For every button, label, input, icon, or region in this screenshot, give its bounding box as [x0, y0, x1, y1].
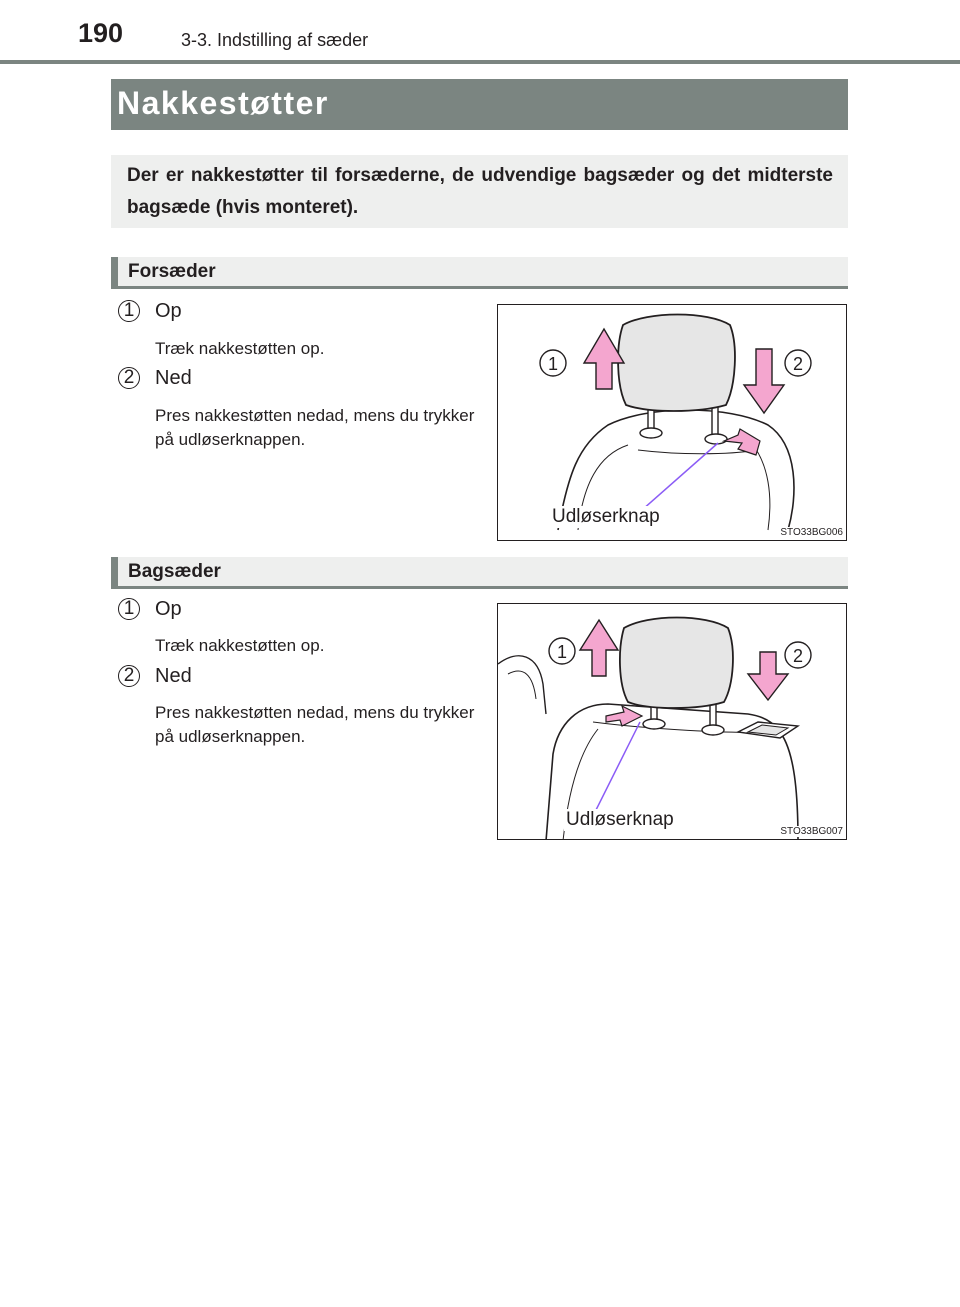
- page-title-bar: [111, 79, 848, 130]
- rear-seat-drawing: [498, 604, 847, 840]
- step-label-down: Ned: [155, 367, 192, 389]
- step-description: Træk nakkestøtten op.: [155, 339, 325, 358]
- section-heading-rear-seats: [111, 557, 848, 589]
- callout-2: 2: [792, 354, 804, 374]
- intro-text: Der er nakkestøtter til forsæderne, de udvendige bagsæder og det midterste bagsæde (hvis monteret).: [127, 165, 833, 218]
- header-rule: [0, 60, 960, 64]
- page-title: Nakkestøtter: [117, 85, 329, 121]
- section-heading-label: Forsæder: [128, 261, 216, 282]
- step-description: Træk nakkestøtten op.: [155, 636, 325, 655]
- callout-1: 1: [556, 642, 568, 662]
- step-number: 2: [118, 367, 140, 389]
- callout-1: 1: [547, 354, 559, 374]
- front-seat-headrest-illustration: [497, 304, 847, 541]
- section-heading-front-seats: [111, 257, 848, 289]
- release-button-label: Udløserknap: [566, 809, 674, 830]
- step-number: 1: [118, 300, 140, 322]
- step-label-up: Op: [155, 598, 182, 620]
- step-description: Pres nakkestøtten nedad, mens du trykker på udløserknappen.: [155, 703, 475, 746]
- section-heading-label: Bagsæder: [128, 561, 221, 582]
- figure-code: STO33BG006: [780, 527, 843, 538]
- step-number: 2: [118, 665, 140, 687]
- release-button-label: Udløserknap: [552, 506, 660, 527]
- running-head: 3-3. Indstilling af sæder: [181, 30, 369, 50]
- step-number: 1: [118, 598, 140, 620]
- rear-seat-headrest-illustration: [497, 603, 847, 840]
- step-label-down: Ned: [155, 665, 192, 687]
- intro-box: [111, 155, 848, 228]
- step-description: Pres nakkestøtten nedad, mens du trykker på udløserknappen.: [155, 406, 475, 449]
- page-number: 190: [78, 18, 124, 48]
- step-label-up: Op: [155, 300, 182, 322]
- figure-code: STO33BG007: [780, 826, 843, 837]
- callout-2: 2: [792, 646, 804, 666]
